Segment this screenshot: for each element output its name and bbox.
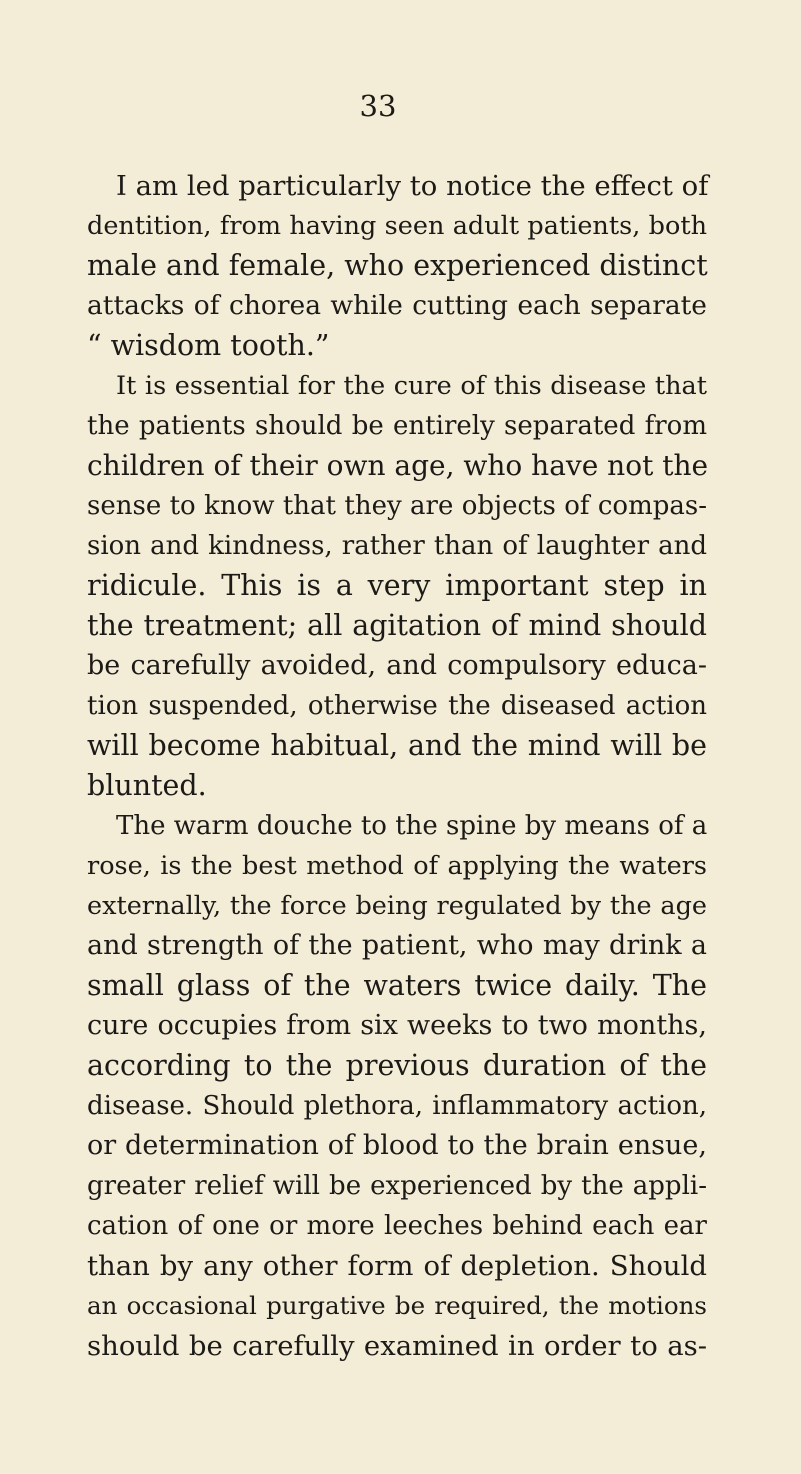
text-line: greater relief will be experienced by the appli- bbox=[87, 1171, 707, 1201]
text-line: I am led particularly to notice the effect of bbox=[116, 170, 709, 202]
text-line: the patients should be entirely separated from bbox=[87, 411, 707, 441]
page-number: 33 bbox=[359, 89, 397, 123]
text-line: tion suspended, otherwise the diseased action bbox=[87, 691, 707, 721]
text-line: male and female, who experienced distinct bbox=[87, 249, 708, 282]
text-line: sense to know that they are objects of compas- bbox=[87, 491, 707, 521]
text-line: according to the previous duration of the bbox=[87, 1049, 707, 1082]
text-line: attacks of chorea while cutting each separate bbox=[87, 290, 707, 321]
text-line: small glass of the waters twice daily. The bbox=[87, 969, 707, 1002]
text-line: rose, is the best method of applying the waters bbox=[87, 851, 707, 881]
text-line: or determination of blood to the brain ensue, bbox=[87, 1130, 707, 1161]
text-line: be carefully avoided, and compulsory educa- bbox=[87, 650, 707, 681]
text-line: disease. Should plethora, inflammatory action, bbox=[87, 1091, 707, 1121]
text-line: “ wisdom tooth.” bbox=[87, 329, 330, 362]
text-line: children of their own age, who have not the bbox=[87, 449, 709, 482]
text-line: should be carefully examined in order to as- bbox=[87, 1330, 707, 1362]
text-line: sion and kindness, rather than of laughter and bbox=[87, 531, 707, 561]
body-text bbox=[0, 166, 801, 1426]
text-line: It is essential for the cure of this disease that bbox=[116, 371, 707, 401]
text-line: blunted. bbox=[87, 769, 207, 802]
text-line: dentition, from having seen adult patients, both bbox=[87, 211, 707, 241]
text-line: the treatment; all agitation of mind should bbox=[87, 609, 707, 642]
text-line: an occasional purgative be required, the motions bbox=[87, 1291, 707, 1320]
text-line: The warm douche to the spine by means of a bbox=[116, 811, 708, 841]
text-line: cation of one or more leeches behind each ear bbox=[87, 1211, 707, 1241]
text-line: externally, the force being regulated by the age bbox=[87, 891, 707, 921]
text-line: cure occupies from six weeks to two months, bbox=[87, 1010, 707, 1041]
text-line: ridicule. This is a very important step in bbox=[87, 569, 707, 602]
text-line: will become habitual, and the mind will be bbox=[87, 729, 707, 762]
text-line: than by any other form of depletion. Should bbox=[87, 1250, 707, 1282]
text-line: and strength of the patient, who may drink a bbox=[87, 930, 707, 961]
